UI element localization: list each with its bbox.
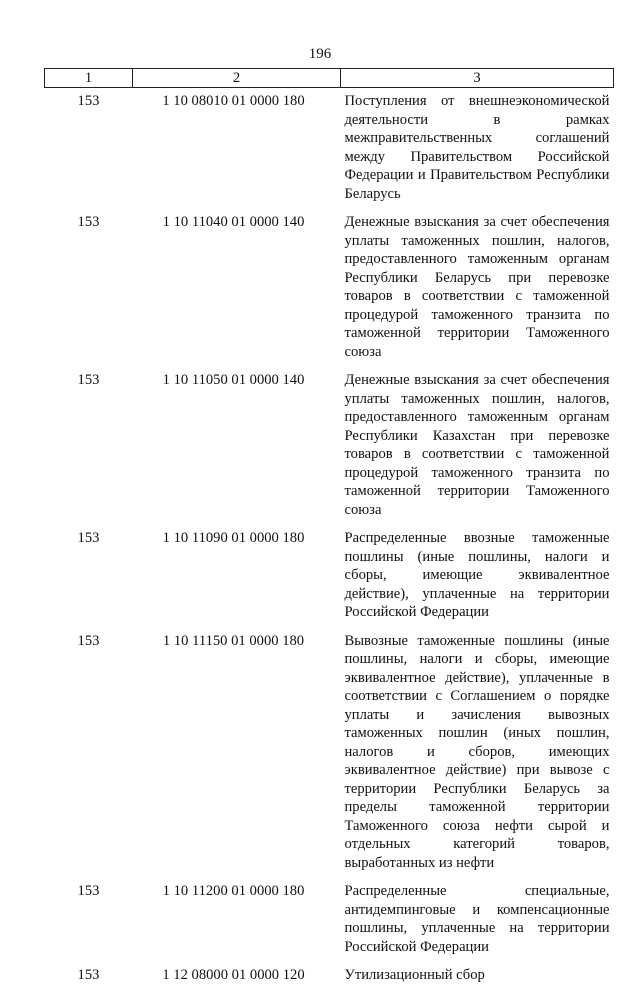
column-header-2: 2 <box>133 69 341 88</box>
revenue-name-cell: Поступления от внешнеэкономической деятельности в рамках межправительственных соглашений между Правительством Российской Федерации и Правительством Республики Беларусь <box>344 93 610 202</box>
revenue-codes-table <box>44 68 614 995</box>
admin-code-cell: 153 <box>77 967 100 983</box>
header-row <box>45 69 614 88</box>
table-row <box>45 882 614 966</box>
column-header-1: 1 <box>45 69 133 88</box>
page-number: 196 <box>308 46 332 62</box>
admin-code-cell: 153 <box>77 530 100 546</box>
column-header-3: 3 <box>341 69 614 88</box>
revenue-name-cell: Утилизационный сбор <box>344 967 485 983</box>
table-row <box>45 371 614 529</box>
revenue-code-cell: 1 10 08010 01 0000 180 <box>162 93 305 109</box>
table-header <box>45 69 614 88</box>
table-row <box>45 966 614 995</box>
table-row <box>45 632 614 883</box>
admin-code-cell: 153 <box>77 214 100 230</box>
revenue-name-cell: Распределенные специальные, антидемпинговые и компенсационные пошлины, уплаченные на территории Российской Федерации <box>344 883 610 955</box>
revenue-name-cell: Денежные взыскания за счет обеспечения уплаты таможенных пошлин, налогов, предоставленного таможенным органам Республики Беларусь при перевозке товаров в соответствии с таможенной процедурой таможенного транзита по таможенной территории Таможенного союза <box>344 214 610 360</box>
revenue-code-cell: 1 10 11150 01 0000 180 <box>162 632 305 649</box>
admin-code-cell: 153 <box>77 372 100 388</box>
table-row <box>45 529 614 632</box>
revenue-code-cell: 1 10 11040 01 0000 140 <box>162 214 305 230</box>
table-row <box>45 88 614 214</box>
table-body <box>45 88 614 995</box>
revenue-code-cell: 1 10 11050 01 0000 140 <box>162 372 305 388</box>
revenue-code-cell: 1 10 11090 01 0000 180 <box>162 530 305 546</box>
table-row <box>45 213 614 371</box>
admin-code-cell: 153 <box>77 93 100 109</box>
revenue-name-cell: Распределенные ввозные таможенные пошлины (иные пошлины, налоги и сборы, имеющие эквивалентное действие), уплаченные на территории Российской Федерации <box>344 530 610 620</box>
admin-code-cell: 153 <box>77 632 100 649</box>
admin-code-cell: 153 <box>77 883 100 899</box>
revenue-code-cell: 1 12 08000 01 0000 120 <box>162 967 305 983</box>
revenue-name-cell: Вывозные таможенные пошлины (иные пошлины, налоги и сборы, имеющие эквивалентное действие), уплаченные в соответствии с Соглашением о порядке уплаты и зачисления вывозных таможенных пошлин (иных пошлин, налогов и сборов, имеющих эквивалентное действие) при вывозе с территории Республики Беларусь за пределы таможенной территории Таможенного союза нефти сырой и отдельных категорий товаров, выработанных из нефти <box>344 632 610 871</box>
revenue-name-cell: Денежные взыскания за счет обеспечения уплаты таможенных пошлин, налогов, предоставленного таможенным органам Республики Казахстан при перевозке товаров в соответствии с таможенной процедурой таможенного транзита по таможенной территории Таможенного союза <box>344 372 610 518</box>
revenue-code-cell: 1 10 11200 01 0000 180 <box>162 883 305 899</box>
